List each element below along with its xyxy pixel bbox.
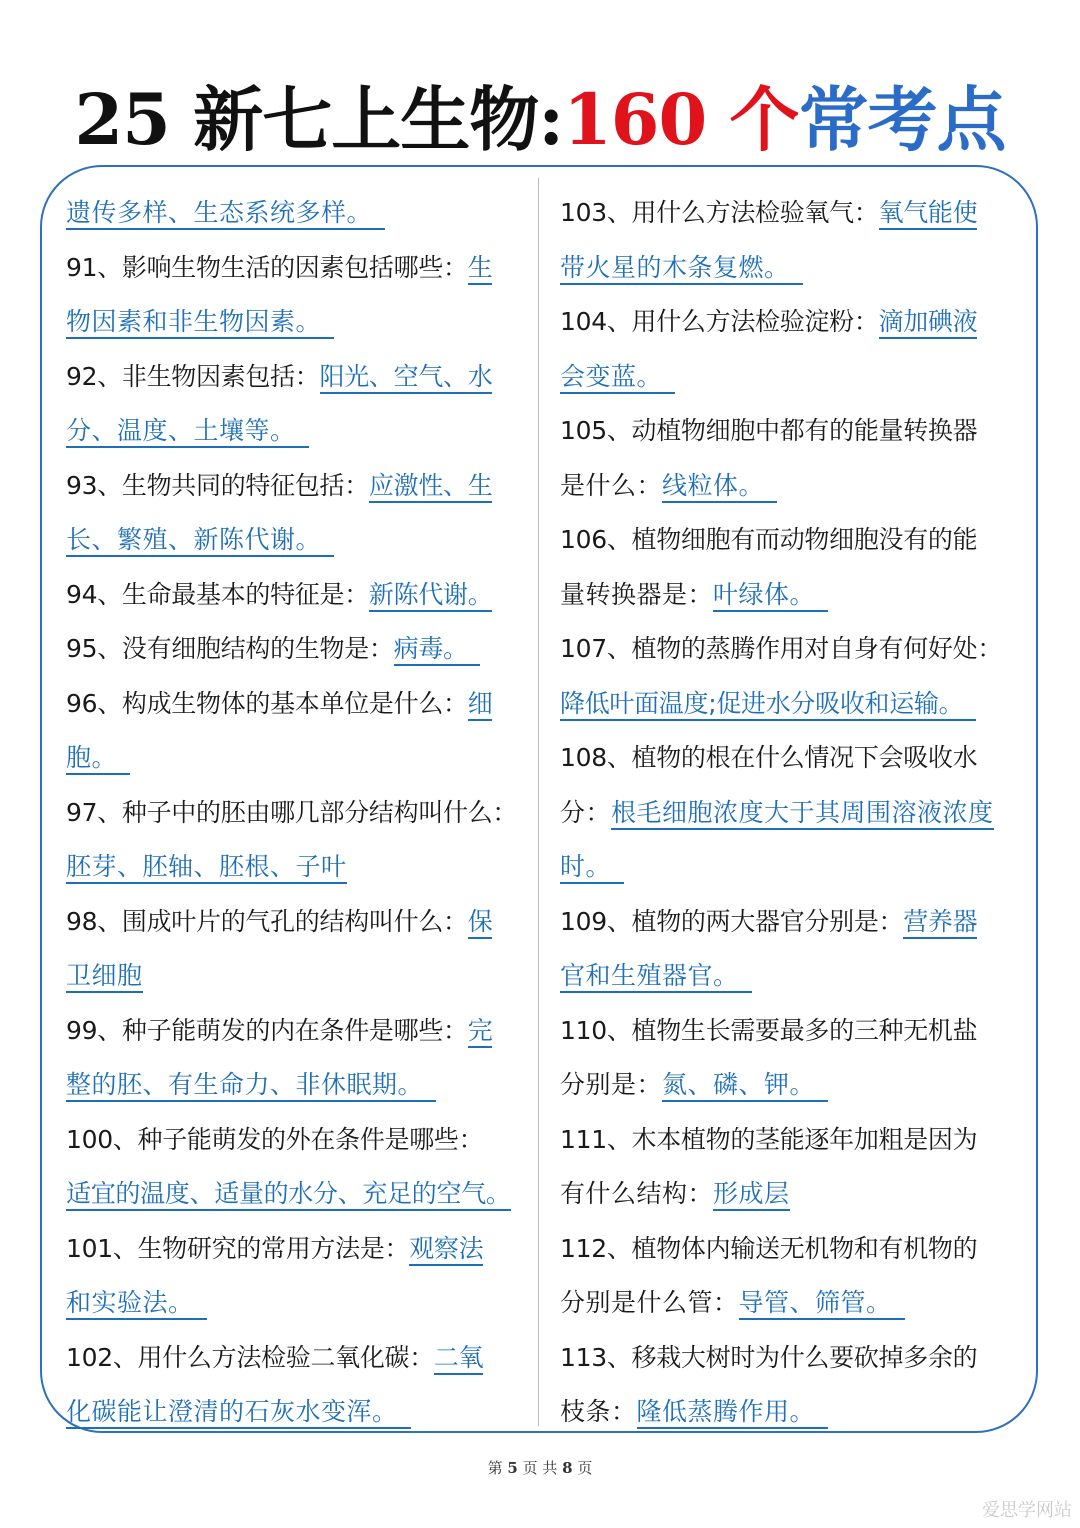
answer-text: 卫细胞 [66, 961, 143, 993]
answer-text: 整的胚、有生命力、非休眠期。 [66, 1070, 436, 1102]
text-line [66, 404, 526, 459]
question-text: 104、用什么方法检验淀粉： [560, 307, 879, 336]
text-line [560, 840, 1020, 895]
question-text: 100、种子能萌发的外在条件是哪些： [66, 1124, 484, 1154]
footer-pre: 第 [487, 1459, 503, 1477]
answer-text: 应激性、生 [369, 471, 493, 503]
watermark: 爱思学网站 [982, 1500, 1072, 1521]
question-text: 113、移栽大树时为什么要砍掉多余的 [560, 1342, 978, 1372]
question-text: 92、非生物因素包括： [66, 361, 320, 391]
answer-text: 细 [468, 689, 493, 721]
answer-text: 完 [468, 1016, 493, 1048]
question-text: 有什么结构： [560, 1179, 714, 1208]
text-line [66, 186, 526, 241]
answer-text: 降低叶面温度;促进水分吸收和运输。 [560, 689, 976, 721]
question-text: 是什么： [560, 470, 663, 500]
page-title [0, 72, 1080, 168]
question-text: 量转换器是： [560, 579, 714, 609]
question-text: 95、没有细胞结构的生物是： [66, 634, 394, 663]
answer-text: 营养器 [903, 907, 977, 939]
answer-text: 叶绿体。 [713, 580, 828, 612]
title-part-2: 160 个 [563, 78, 799, 161]
answer-text: 形成层 [713, 1179, 790, 1211]
question-text: 91、影响生物生活的因素包括哪些： [66, 252, 468, 282]
answer-text: 根毛细胞浓度大于其周围溶液浓度 [611, 798, 994, 830]
text-line [560, 677, 1020, 732]
question-text: 106、植物细胞有而动物细胞没有的能 [560, 525, 978, 554]
text-line [66, 1004, 526, 1059]
text-line [560, 1331, 1020, 1386]
answer-text: 观察法 [409, 1234, 483, 1266]
text-line [66, 1385, 526, 1440]
question-text: 109、植物的两大器官分别是： [560, 906, 904, 936]
text-line [66, 731, 526, 786]
text-line [66, 241, 526, 296]
text-line [66, 568, 526, 623]
question-text: 102、用什么方法检验二氧化碳： [66, 1342, 434, 1372]
text-line [66, 459, 526, 514]
answer-text: 滴加碘液 [879, 307, 978, 339]
text-line [560, 1004, 1020, 1059]
text-line [560, 731, 1020, 786]
text-line [560, 404, 1020, 459]
text-line [560, 622, 1020, 677]
text-line [560, 949, 1020, 1004]
text-line [560, 1385, 1020, 1440]
question-text: 101、生物研究的常用方法是： [66, 1233, 410, 1263]
right-column [560, 186, 1020, 1440]
answer-text: 化碳能让澄清的石灰水变浑。 [66, 1397, 411, 1429]
text-line [66, 1058, 526, 1113]
question-text: 分别是什么管： [560, 1288, 739, 1317]
answer-text: 胚芽、胚轴、胚根、子叶 [66, 852, 347, 884]
answer-text: 遗传多样、生态系统多样。 [66, 198, 385, 230]
text-line [66, 840, 526, 895]
text-line [66, 1167, 526, 1222]
answer-text: 生 [468, 253, 493, 285]
answer-text: 导管、筛管。 [739, 1288, 905, 1320]
text-line [66, 1222, 526, 1277]
answer-text: 新陈代谢。 [369, 580, 493, 612]
text-line [560, 1113, 1020, 1168]
answer-text: 官和生殖器官。 [560, 961, 752, 993]
answer-text: 胞。 [66, 743, 130, 775]
text-line [560, 513, 1020, 568]
answer-text: 适宜的温度、适量的水分、充足的空气。 [66, 1179, 511, 1211]
answer-text: 阳光、空气、水 [320, 362, 493, 394]
question-text: 分： [560, 797, 612, 827]
answer-text: 和实验法。 [66, 1288, 207, 1320]
text-line [560, 295, 1020, 350]
answer-text: 时。 [560, 852, 624, 884]
footer-total-pages: 8 [562, 1459, 573, 1477]
text-line [66, 677, 526, 732]
text-line [66, 949, 526, 1004]
answer-text: 线粒体。 [662, 471, 777, 503]
answer-text: 带火星的木条复燃。 [560, 253, 803, 285]
answer-text: 分、温度、土壤等。 [66, 416, 309, 448]
answer-text: 会变蓝。 [560, 362, 675, 394]
text-line [560, 1222, 1020, 1277]
answer-text: 长、繁殖、新陈代谢。 [66, 525, 334, 557]
footer-page-number: 5 [507, 1459, 518, 1477]
text-line [560, 459, 1020, 514]
footer-post: 页 [577, 1459, 593, 1477]
text-line [560, 1058, 1020, 1113]
answer-text: 二氧 [434, 1343, 483, 1375]
text-line [560, 350, 1020, 405]
question-text: 枝条： [560, 1397, 637, 1426]
title-part-1: 25 新七上生物: [74, 78, 564, 161]
column-divider [538, 178, 539, 1426]
question-text: 108、植物的根在什么情况下会吸收水 [560, 743, 978, 772]
answer-text: 病毒。 [394, 634, 480, 666]
answer-text: 隆低蒸腾作用。 [637, 1397, 829, 1429]
text-line [66, 895, 526, 950]
text-line [560, 1167, 1020, 1222]
text-line [560, 1276, 1020, 1331]
left-column [66, 186, 526, 1440]
text-line [66, 350, 526, 405]
question-text: 98、围成叶片的气孔的结构叫什么： [66, 906, 468, 936]
question-text: 112、植物体内输送无机物和有机物的 [560, 1233, 978, 1263]
text-line [66, 295, 526, 350]
text-line [66, 1331, 526, 1386]
question-text: 105、动植物细胞中都有的能量转换器 [560, 416, 978, 445]
text-line [560, 895, 1020, 950]
text-line [560, 786, 1020, 841]
text-line [560, 186, 1020, 241]
footer-mid: 页 共 [522, 1459, 558, 1477]
text-line [66, 622, 526, 677]
text-line [66, 1113, 526, 1168]
question-text: 111、木本植物的茎能逐年加粗是因为 [560, 1124, 978, 1154]
text-line [560, 241, 1020, 296]
text-line [66, 1276, 526, 1331]
text-line [66, 786, 526, 841]
question-text: 93、生物共同的特征包括： [66, 470, 369, 500]
question-text: 96、构成生物体的基本单位是什么： [66, 688, 468, 718]
answer-text: 氧气能使 [879, 198, 978, 230]
text-line [560, 568, 1020, 623]
question-text: 97、种子中的胚由哪几部分结构叫什么： [66, 797, 518, 827]
title-part-3: 常考点 [798, 78, 1006, 161]
question-text: 103、用什么方法检验氧气： [560, 198, 879, 227]
question-text: 110、植物生长需要最多的三种无机盐 [560, 1015, 978, 1045]
question-text: 94、生命最基本的特征是： [66, 579, 369, 609]
answer-text: 保 [468, 907, 493, 939]
question-text: 分别是： [560, 1070, 663, 1099]
answer-text: 氮、磷、钾。 [662, 1070, 828, 1102]
question-text: 99、种子能萌发的内在条件是哪些： [66, 1015, 468, 1045]
answer-text: 物因素和非生物因素。 [66, 307, 334, 339]
page-footer [0, 1457, 1080, 1478]
text-line [66, 513, 526, 568]
question-text: 107、植物的蒸腾作用对自身有何好处： [560, 634, 1003, 663]
